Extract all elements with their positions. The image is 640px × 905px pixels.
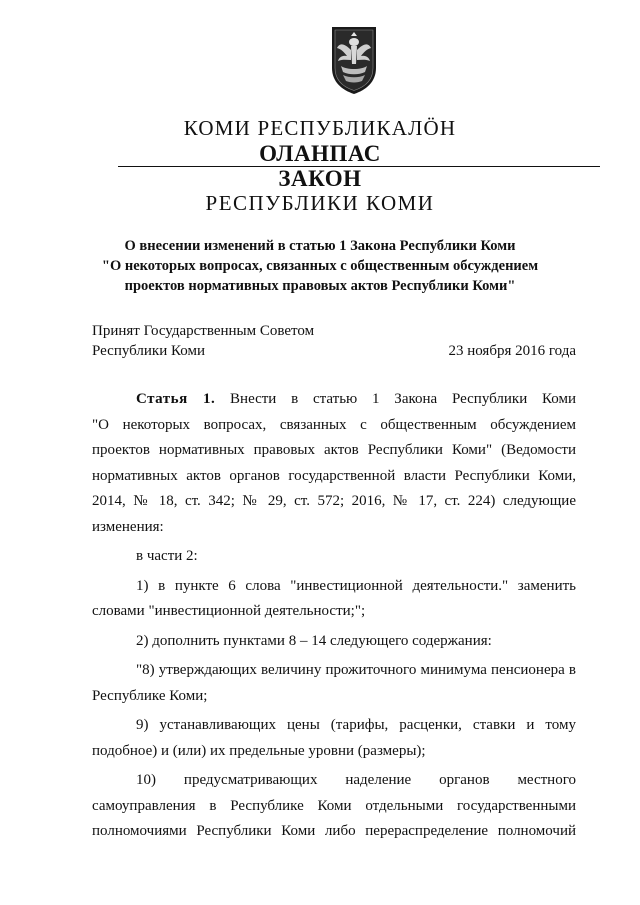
body-line: "8) утверждающих величину прожиточного минимума пенсионера в (136, 662, 576, 678)
coat-of-arms-komi-emblem (329, 24, 379, 96)
body-line: Республике Коми; (92, 687, 208, 704)
body-line: 9) устанавливающих цены (тарифы, расценки, ставки и тому (136, 717, 576, 733)
body-line: самоуправления в Республике Коми отдельными государственными (92, 797, 576, 814)
header-respubliki-komi: РЕСПУБЛИКИ КОМИ (205, 191, 435, 215)
body-line: в части 2: (136, 548, 198, 564)
body-line: словами "инвестиционной деятельности;"; (92, 603, 366, 619)
body-line: нормативных актов органов государственной власти Республики Коми, (92, 467, 576, 484)
body-line: 1) в пункте 6 слова "инвестиционной деятельности." заменить (136, 577, 576, 594)
law-title-line: проектов нормативных правовых актов Республики Коми" (124, 278, 516, 294)
adoption-line: Принят Государственным Советом (92, 323, 315, 339)
law-title-line: "О некоторых вопросах, связанных с общественным обсуждением (101, 258, 539, 274)
body-line: проектов нормативных правовых актов Республики Коми" (Ведомости (92, 442, 576, 458)
body-line (92, 387, 576, 413)
body-line-text: Внести в статью 1 Закона Республики Коми (230, 391, 576, 407)
adoption-line: Республики Коми (92, 343, 205, 359)
law-title (0, 236, 640, 296)
body-line: подобное) и (или) их предельные уровни (размеры); (92, 742, 426, 759)
body-line: полномочиями Республики Коми либо перераспределение полномочий (92, 823, 576, 839)
header-komi-language-title: КОМИ РЕСПУБЛИКАЛÖН (183, 116, 457, 140)
adoption-date: 23 ноября 2016 года (448, 343, 576, 359)
body-line: 2014, № 18, ст. 342; № 29, ст. 572; 2016, № 17, ст. 224) следующие (92, 493, 576, 509)
body-line: изменения: (92, 518, 164, 535)
adoption-statement (92, 321, 314, 361)
law-body (92, 387, 576, 845)
header-zakon: ЗАКОН (278, 166, 362, 191)
body-line: 10) предусматривающих наделение органов местного (136, 772, 576, 788)
body-line: 2) дополнить пунктами 8 – 14 следующего содержания: (136, 632, 492, 649)
law-title-line: О внесении изменений в статью 1 Закона Республики Коми (124, 238, 516, 254)
header-olanpas: ОЛАНПАС (259, 141, 381, 166)
article-label: Статья 1. (136, 391, 216, 407)
body-line: "О некоторых вопросах, связанных с общественным обсуждением (92, 416, 576, 433)
